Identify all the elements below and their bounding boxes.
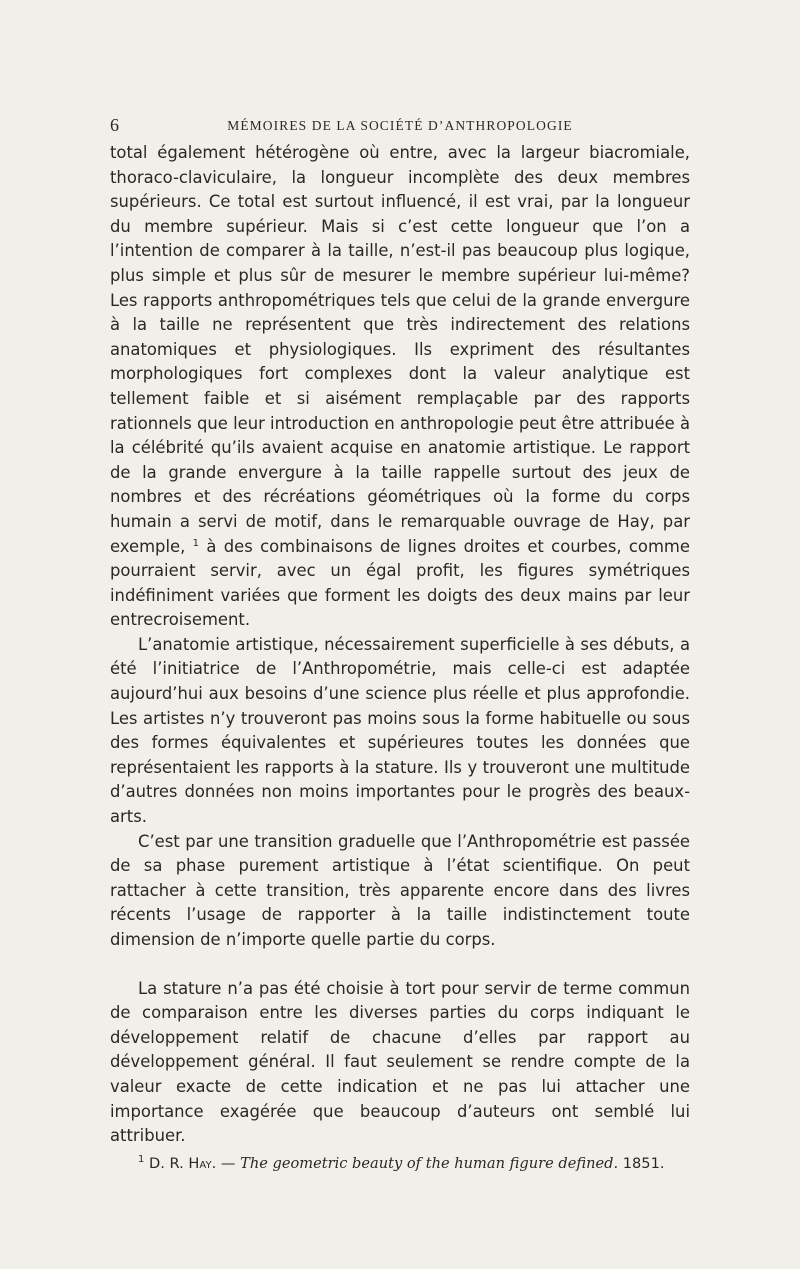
running-head: MÉMOIRES DE LA SOCIÉTÉ D’ANTHROPOLOGIE bbox=[227, 118, 573, 133]
footnote-title: The geometric beauty of the human figure defined. bbox=[240, 1155, 619, 1172]
paragraph-1-tail: à des combinaisons de lignes droites et courbes, comme pourraient servir, avec un égal profit, les figures symétriques indéfiniment variées que forment les doigts des deux mains par leur entrecroisement. bbox=[110, 536, 690, 630]
footnote-marker: 1 bbox=[138, 1154, 145, 1165]
paragraph-3: C’est par une transition graduelle que l’Anthropométrie est passée de sa phase purement artistique à l’état scientifique. On peut rattacher à cette transition, très apparente encore dans des livres récents l’usage de rapporter à la taille indistinctement toute dimension de n’importe quelle partie du corps. bbox=[110, 831, 690, 949]
footnote-reference: 1 bbox=[192, 537, 200, 549]
paragraph-4: La stature n’a pas été choisie à tort pour servir de terme commun de comparaison entre les diverses parties du corps indiquant le développement relatif de chacune d’elles par rapport au développement général. Il faut seulement se rendre compte de la valeur exacte de cette indication et ne pas lui attacher une importance exagérée que beaucoup d’auteurs ont semblé lui attribuer. bbox=[110, 978, 690, 1146]
paragraph-2: L’anatomie artistique, nécessairement superficielle à ses débuts, a été l’initiatrice de l’Anthropométrie, mais celle-ci est adaptée aujourd’hui aux besoins d’une science plus réelle et plus approfondie. Les artistes n’y trouveront pas moins sous la forme habituelle ou sous des formes équivalentes et supérieures toutes les données que représentaient les rapports à la stature. Ils y trouveront une multitude d’autres données non moins importantes pour le progrès des beaux-arts. bbox=[110, 634, 690, 827]
footnote bbox=[110, 1154, 690, 1174]
footnote-author: D. R. Hay. bbox=[149, 1155, 217, 1172]
page-header bbox=[110, 115, 690, 137]
page-number: 6 bbox=[110, 115, 119, 135]
paragraph-1-text: total également hétérogène où entre, avec la largeur biacromiale, thoraco-claviculaire, la longueur incomplète des deux membres supérieurs. Ce total est surtout influencé, il est vrai, par la longueur du membre supérieur. Mais si c’est cette longueur que l’on a l’intention de comparer à la taille, n’est-il pas beaucoup plus logique, plus simple et plus sûr de mesurer le membre supérieur lui-même? Les rapports anthropométriques tels que celui de la grande envergure à la taille ne représentent que très indirectement des relations anatomiques et physiologiques. Ils expriment des résultantes morphologiques fort complexes dont la valeur analytique est tellement faible et si aisément remplaçable par des rapports rationnels que leur introduction en anthropologie peut être attribuée à la célébrité qu’ils avaient acquise en anatomie artistique. Le rapport de la grande envergure à la taille rappelle surtout des jeux de nombres et des récréations géométriques où la forme du corps humain a servi de motif, dans le remarquable ouvrage de Hay, par exemple, bbox=[110, 143, 690, 556]
footnote-year: 1851. bbox=[622, 1155, 665, 1172]
body-text bbox=[110, 141, 690, 1149]
footnote-dash: — bbox=[220, 1155, 236, 1172]
paragraph-1 bbox=[110, 141, 690, 633]
